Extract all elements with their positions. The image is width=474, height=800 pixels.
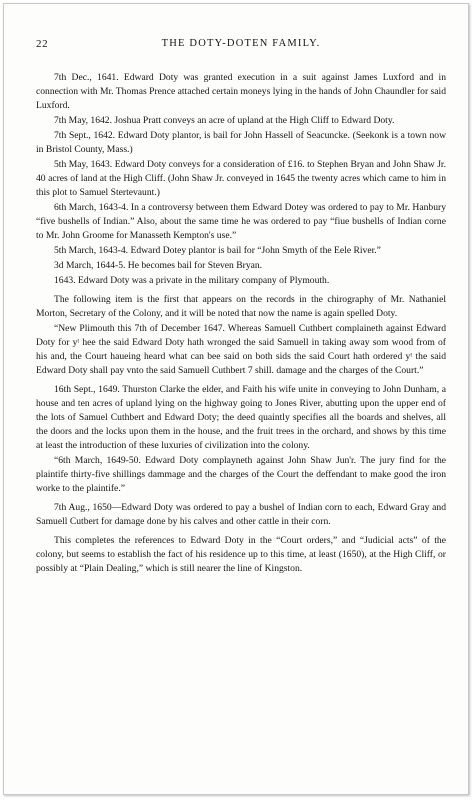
paragraph-sept-1649: 16th Sept., 1649. Thurston Clarke the elder, and Faith his wife unite in conveying to John Dunham, a house and ten acres of upland lying on the highway going to Jones River, abutting upon the upper end of the lots of Samuel Cuthbert and Edward Doty; the deed quaintly specifies all the boards and shelves, all the doors and the locks upon them in the house, and the fruit trees in the orchard, and shows by this time at least the introduction of these luxuries of civilization into the colony.: [36, 384, 446, 451]
paragraph-morton-note: The following item is the first that appears on the records in the chirography of Mr. Nathaniel Morton, Secretary of the Colony, and it will be noted that now the name is again spelled Doty.: [36, 294, 446, 319]
running-title: THE DOTY-DOTEN FAMILY.: [161, 38, 321, 49]
paragraph-aug-1650: 7th Aug., 1650—Edward Doty was ordered to pay a bushel of Indian corn to each, Edward Gray and Samuell Cutbert for damage done by his calves and other cattle in their corn.: [36, 502, 446, 527]
paragraph-may-1642: 7th May, 1642. Joshua Pratt conveys an acre of upland at the High Cliff to Edward Doty.: [54, 115, 395, 126]
paragraph-dec-1641: 7th Dec., 1641. Edward Doty was granted execution in a suit against James Luxford and in connection with Mr. Thomas Prence attached certain moneys lying in the hands of John Chaundler for said Luxford.: [36, 72, 446, 111]
page-frame: [3, 3, 469, 795]
page-body: [36, 71, 446, 576]
paragraph-march-1644: 3d March, 1644-5. He becomes bail for Steven Bryan.: [54, 260, 263, 271]
paragraph-sept-1642: 7th Sept., 1642. Edward Doty plantor, is bail for John Hassell of Seacuncke. (Seekonk is a town now in Bristol County, Mass.): [36, 130, 446, 155]
paragraph-1643-military: 1643. Edward Doty was a private in the military company of Plymouth.: [54, 275, 330, 286]
book-page: [36, 38, 446, 790]
paragraph-may-1643: 5th May, 1643. Edward Doty conveys for a consideration of £16. to Stephen Bryan and John Shaw Jr. 40 acres of land at the High Cliff. (John Shaw Jr. conveyed in 1645 the twenty acres which came to him in this plot to Samuel Stertevaunt.): [36, 159, 446, 198]
paragraph-march-1643-hanbury: 6th March, 1643-4. In a controversy between them Edward Dotey was ordered to pay to Mr. Hanbury “five bushells of Indian.” Also, about the same time he was ordered to pay “fiue bushells of Indian corne to Mr. John Groome for Manasseth Kempton's use.”: [36, 202, 446, 241]
paragraph-conclusion: This completes the references to Edward Doty in the “Court orders,” and “Judicial acts” of the colony, but seems to establish the fact of his residence up to this time, at least (1650), at the High Cliff, or possibly at “Plain Dealing,” which is still nearer the line of Kingston.: [36, 535, 446, 574]
page-number: 22: [36, 38, 49, 50]
paragraph-quote-1647: “New Plimouth this 7th of December 1647. Whereas Samuell Cuthbert complaineth against Edward Doty for yᵗ hee the said Edward Doty hath wronged the said Samuell in taking away som wood from of his and, the Court haueing heard what can bee said on both sids the said Court hath ordered yᵗ the said Edward Doty shall pay vnto the said Samuell Cuthbert 7 shill. damage and the charges of the Court.”: [36, 323, 446, 376]
paragraph-march-1643-smyth: 5th March, 1643-4. Edward Dotey plantor is bail for “John Smyth of the Eele River.”: [54, 245, 381, 256]
paragraph-march-1649: “6th March, 1649-50. Edward Doty complayneth against John Shaw Jun'r. The jury find for the plaintife thirty-five shillings dammage and the charges of the Court the deffendant to make good the iron worke to the plaintife.”: [36, 455, 446, 494]
page-header: [36, 38, 446, 56]
